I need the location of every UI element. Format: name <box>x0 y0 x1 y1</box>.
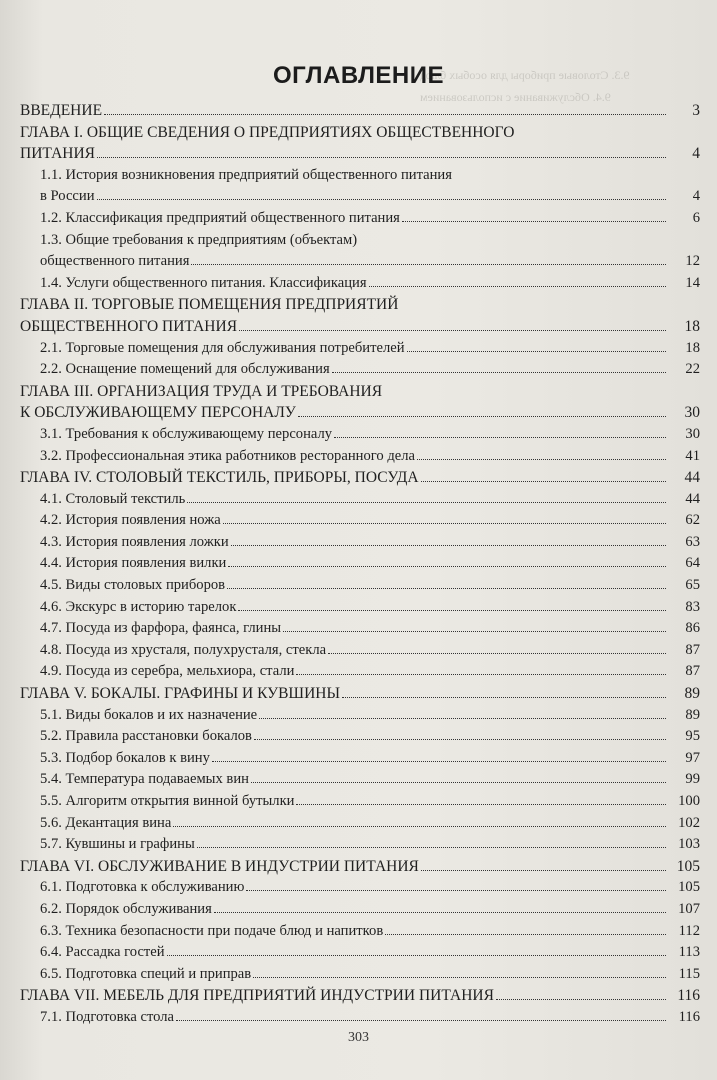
toc-entry-row <box>40 813 700 835</box>
toc-entry-row <box>40 748 700 770</box>
toc-entry-row <box>40 338 700 360</box>
toc-entry-title: 3.2. Профессиональная этика работников ресторанного дела <box>40 447 415 464</box>
dot-leader <box>417 459 666 460</box>
toc-section-entry <box>20 726 700 748</box>
dot-leader <box>97 157 666 158</box>
toc-page-number: 30 <box>684 404 700 422</box>
toc-page-number: 105 <box>676 857 700 875</box>
dot-leader <box>173 826 666 827</box>
toc-chapter-entry <box>20 294 700 337</box>
dot-leader <box>191 264 666 265</box>
dot-leader <box>334 437 666 438</box>
dot-leader <box>227 588 666 589</box>
toc-page-number: 116 <box>678 1008 700 1025</box>
dot-leader <box>298 416 666 417</box>
toc-section-entry <box>20 273 700 295</box>
dot-leader <box>496 999 666 1000</box>
toc-entry-row <box>40 575 700 597</box>
toc-section-entry <box>20 359 700 381</box>
toc-entry-row <box>20 316 700 338</box>
toc-entry-row <box>40 921 700 943</box>
toc-page-number: 18 <box>684 317 700 335</box>
toc-entry-row <box>20 143 700 165</box>
toc-entry-title: 4.4. История появления вилки <box>40 555 227 572</box>
toc-entry-row <box>40 769 700 791</box>
toc-entry-title: 4.5. Виды столовых приборов <box>40 577 226 594</box>
toc-page-number: 99 <box>685 771 700 788</box>
toc-entry-title: 5.4. Температура подаваемых вин <box>40 771 249 788</box>
toc-entry-row <box>40 251 700 273</box>
toc-entry-row <box>40 446 700 468</box>
toc-entry-row <box>40 489 700 511</box>
toc-chapter-entry <box>20 100 700 122</box>
dot-leader <box>228 566 666 567</box>
toc-page-number: 100 <box>678 793 700 809</box>
toc-entry-title-line: 1.3. Общие требования к предприятиям (объектам) <box>40 231 358 248</box>
toc-section-entry <box>20 834 700 856</box>
toc-page-number: 44 <box>684 469 700 487</box>
toc-entry-title-line: ГЛАВА II. ТОРГОВЫЕ ПОМЕЩЕНИЯ ПРЕДПРИЯТИЙ <box>20 296 399 314</box>
dot-leader <box>259 718 666 719</box>
toc-page-number: 18 <box>685 339 700 356</box>
toc-entry-title: 7.1. Подготовка стола <box>40 1008 175 1025</box>
toc-entry-row <box>20 683 700 705</box>
toc-section-entry <box>20 942 700 964</box>
toc-section-entry <box>20 705 700 727</box>
toc-entry-row <box>40 791 700 813</box>
toc-page-number: 89 <box>684 685 700 703</box>
toc-entry-title: 4.6. Экскурс в историю тарелок <box>40 598 237 615</box>
dot-leader <box>214 912 666 913</box>
toc-entry-row <box>20 467 700 489</box>
dot-leader <box>254 739 666 740</box>
toc-page-number: 89 <box>685 706 700 723</box>
toc-page-number: 30 <box>685 425 700 442</box>
toc-entry-title: 4.2. История появления ножа <box>40 512 221 529</box>
toc-chapter-entry <box>20 467 700 489</box>
toc-page-number: 22 <box>685 361 700 378</box>
toc-section-entry <box>20 964 700 986</box>
dot-leader <box>328 653 666 654</box>
toc-entry-row <box>40 597 700 619</box>
toc-entry-row <box>40 618 700 640</box>
dot-leader <box>253 977 666 978</box>
toc-section-entry <box>20 553 700 575</box>
dot-leader <box>223 523 666 524</box>
toc-entry-title: ГЛАВА VII. МЕБЕЛЬ ДЛЯ ПРЕДПРИЯТИЙ ИНДУСТРИИ ПИТАНИЯ <box>20 987 494 1005</box>
toc-entry-title: 6.4. Рассадка гостей <box>40 944 165 961</box>
dot-leader <box>246 890 666 891</box>
toc-chapter-entry <box>20 683 700 705</box>
toc-page-number: 63 <box>685 533 700 550</box>
toc-entry-row <box>40 942 700 964</box>
toc-entry-title: 6.1. Подготовка к обслуживанию <box>40 879 245 896</box>
toc-entry-row <box>20 856 700 878</box>
toc-entry-row <box>40 877 700 899</box>
toc-section-entry <box>20 640 700 662</box>
toc-page-number: 62 <box>685 512 700 529</box>
toc-entry-row <box>40 964 700 986</box>
toc-page-number: 4 <box>692 188 700 205</box>
toc-entry-row <box>40 726 700 748</box>
toc-page-number: 86 <box>685 620 700 637</box>
toc-page-number: 4 <box>692 145 700 163</box>
toc-entry-title: 5.1. Виды бокалов и их назначение <box>40 706 258 723</box>
toc-entry-row <box>40 186 700 208</box>
dot-leader <box>332 372 666 373</box>
dot-leader <box>239 330 666 331</box>
page-number: 303 <box>348 1030 369 1045</box>
toc-section-entry <box>20 510 700 532</box>
toc-section-entry <box>20 532 700 554</box>
toc-section-entry <box>20 618 700 640</box>
toc-section-entry <box>20 446 700 468</box>
toc-entry-title: 6.3. Техника безопасности при подаче блюд и напитков <box>40 922 384 939</box>
toc-entry-row <box>20 100 700 122</box>
dot-leader <box>369 286 666 287</box>
dot-leader <box>402 221 666 222</box>
toc-page-number: 107 <box>678 900 700 917</box>
toc-entry-title: 4.3. История появления ложки <box>40 533 229 550</box>
toc-page-number: 105 <box>678 879 700 896</box>
toc-page-number: 103 <box>678 836 700 853</box>
toc-section-entry <box>20 813 700 835</box>
toc-entry-row <box>40 532 700 554</box>
toc-entry-title: в России <box>40 188 95 205</box>
toc-page-number: 115 <box>678 965 700 982</box>
toc-entry-title: ГЛАВА V. БОКАЛЫ. ГРАФИНЫ И КУВШИНЫ <box>20 685 340 703</box>
toc-section-entry <box>20 338 700 360</box>
table-of-contents <box>20 100 700 1029</box>
toc-entry-title-line: ГЛАВА III. ОРГАНИЗАЦИЯ ТРУДА И ТРЕБОВАНИЯ <box>20 382 383 400</box>
toc-entry-title: 2.1. Торговые помещения для обслуживания потребителей <box>40 339 405 356</box>
toc-section-entry <box>20 575 700 597</box>
toc-entry-title: 3.1. Требования к обслуживающему персоналу <box>40 425 333 442</box>
dot-leader <box>407 351 666 352</box>
toc-entry-title: 1.2. Классификация предприятий общественного питания <box>40 209 400 226</box>
toc-section-entry <box>20 748 700 770</box>
toc-entry-row <box>40 661 700 683</box>
dot-leader <box>342 697 666 698</box>
dot-leader <box>296 804 666 805</box>
toc-entry-row <box>40 424 700 446</box>
toc-entry-title: ВВЕДЕНИЕ <box>20 102 103 119</box>
dot-leader <box>238 610 666 611</box>
dot-leader <box>97 199 666 200</box>
toc-entry-title: ГЛАВА VI. ОБСЛУЖИВАНИЕ В ИНДУСТРИИ ПИТАНИЯ <box>20 857 419 875</box>
dot-leader <box>212 761 666 762</box>
dot-leader <box>176 1020 666 1021</box>
toc-page-number: 6 <box>692 209 700 226</box>
toc-entry-title: ОБЩЕСТВЕННОГО ПИТАНИЯ <box>20 317 238 335</box>
toc-entry-title: 5.3. Подбор бокалов к вину <box>40 749 210 766</box>
toc-chapter-entry <box>20 985 700 1007</box>
dot-leader <box>283 631 666 632</box>
toc-chapter-entry <box>20 381 700 424</box>
toc-entry-title: 5.7. Кувшины и графины <box>40 836 195 853</box>
dot-leader <box>421 481 666 482</box>
toc-entry-title: общественного питания <box>40 253 190 270</box>
toc-section-entry <box>20 877 700 899</box>
toc-section-entry <box>20 489 700 511</box>
toc-entry-title-line: 1.1. История возникновения предприятий общественного питания <box>40 166 452 183</box>
toc-page-number: 65 <box>685 577 700 594</box>
toc-entry-title: 5.5. Алгоритм открытия винной бутылки <box>40 793 295 809</box>
toc-entry-row <box>40 208 700 230</box>
toc-page-number: 83 <box>685 598 700 615</box>
toc-page-number: 44 <box>685 490 700 507</box>
toc-page-number: 64 <box>685 555 700 572</box>
toc-entry-title: 5.2. Правила расстановки бокалов <box>40 728 252 745</box>
toc-entry-row <box>40 553 700 575</box>
toc-entry-row <box>40 1007 700 1029</box>
dot-leader <box>421 870 666 871</box>
toc-page-number: 113 <box>678 944 700 961</box>
toc-entry-title: ПИТАНИЯ <box>20 145 96 163</box>
toc-section-entry <box>20 597 700 619</box>
dot-leader <box>385 934 666 935</box>
toc-entry-title: ГЛАВА IV. СТОЛОВЫЙ ТЕКСТИЛЬ, ПРИБОРЫ, ПОСУДА <box>20 469 419 487</box>
dot-leader <box>251 782 666 783</box>
toc-section-entry <box>20 791 700 813</box>
toc-entry-row <box>20 402 700 424</box>
toc-entry-row <box>40 705 700 727</box>
toc-section-entry <box>20 921 700 943</box>
toc-section-entry <box>20 1007 700 1029</box>
dot-leader <box>197 847 666 848</box>
toc-entry-row <box>40 273 700 295</box>
toc-entry-title: 6.2. Порядок обслуживания <box>40 900 212 917</box>
toc-section-entry <box>20 208 700 230</box>
toc-chapter-entry <box>20 122 700 165</box>
dot-leader <box>187 502 666 503</box>
toc-page-number: 95 <box>685 728 700 745</box>
bleed-through-text: 9.3. Столовые приборы для особых блюд <box>420 68 630 82</box>
dot-leader <box>296 674 666 675</box>
toc-page-number: 14 <box>685 274 700 291</box>
toc-page-number: 97 <box>685 749 700 766</box>
toc-entry-title: 6.5. Подготовка специй и приправ <box>40 965 252 982</box>
dot-leader <box>104 114 666 115</box>
toc-entry-row <box>40 640 700 662</box>
toc-page-number: 87 <box>685 663 700 680</box>
toc-entry-title: 4.8. Посуда из хрусталя, полухрусталя, стекла <box>40 641 327 658</box>
toc-section-entry <box>20 165 700 208</box>
toc-page-number: 116 <box>677 987 700 1005</box>
toc-entry-title: 5.6. Декантация вина <box>40 814 172 831</box>
toc-page-number: 102 <box>678 814 700 831</box>
toc-entry-row <box>40 899 700 921</box>
page-title: ОГЛАВЛЕНИЕ <box>272 62 445 89</box>
bleed-through-text: 9.4. Обслуживание с использованием <box>420 90 611 104</box>
toc-section-entry <box>20 899 700 921</box>
toc-entry-row <box>40 359 700 381</box>
dot-leader <box>167 955 666 956</box>
toc-page-number: 12 <box>685 253 700 270</box>
toc-entry-title: 4.1. Столовый текстиль <box>40 490 186 507</box>
toc-section-entry <box>20 769 700 791</box>
toc-section-entry <box>20 230 700 273</box>
toc-page-number: 41 <box>685 447 700 464</box>
toc-entry-row <box>20 985 700 1007</box>
dot-leader <box>231 545 666 546</box>
toc-entry-row <box>40 510 700 532</box>
toc-chapter-entry <box>20 856 700 878</box>
toc-entry-title-line: ГЛАВА I. ОБЩИЕ СВЕДЕНИЯ О ПРЕДПРИЯТИЯХ ОБЩЕСТВЕННОГО <box>20 123 515 141</box>
toc-entry-title: 1.4. Услуги общественного питания. Классификация <box>40 274 367 291</box>
toc-page-number: 112 <box>678 922 700 939</box>
toc-section-entry <box>20 661 700 683</box>
toc-page-number: 87 <box>685 641 700 658</box>
toc-entry-title: 4.9. Посуда из серебра, мельхиора, стали <box>40 663 295 680</box>
toc-entry-title: К ОБСЛУЖИВАЮЩЕМУ ПЕРСОНАЛУ <box>20 404 296 422</box>
toc-page-number: 3 <box>692 102 700 119</box>
toc-entry-title: 2.2. Оснащение помещений для обслуживания <box>40 361 330 378</box>
toc-section-entry <box>20 424 700 446</box>
toc-entry-title: 4.7. Посуда из фарфора, фаянса, глины <box>40 620 282 637</box>
toc-entry-row <box>40 834 700 856</box>
